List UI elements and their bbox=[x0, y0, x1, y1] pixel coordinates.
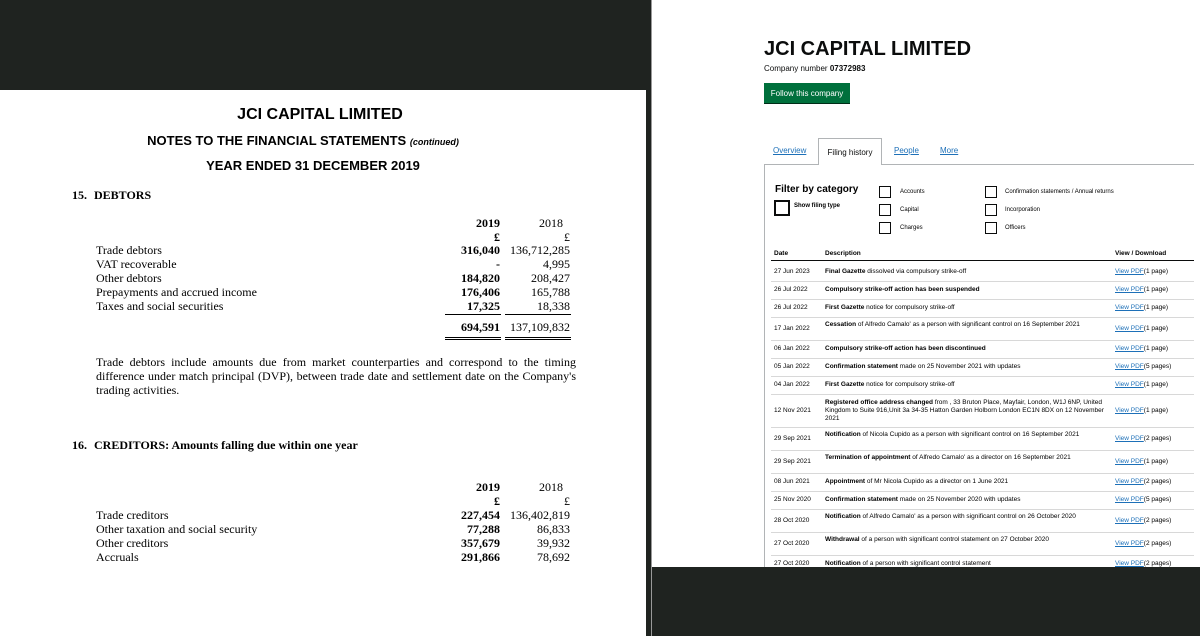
filing-date: 25 Nov 2020 bbox=[774, 496, 811, 503]
debtors-total-rule-2019 bbox=[445, 337, 501, 338]
column-description: Description bbox=[825, 250, 861, 257]
row-divider bbox=[771, 555, 1194, 556]
view-pdf-link[interactable]: View PDF bbox=[1115, 539, 1144, 547]
page-count: (2 pages) bbox=[1143, 516, 1172, 524]
filing-description bbox=[825, 478, 1113, 486]
filing-date: 29 Sep 2021 bbox=[774, 457, 811, 465]
debtors-year-2019: 2019 bbox=[476, 216, 500, 230]
filing-type: Notification bbox=[825, 560, 861, 567]
filing-type: Notification bbox=[825, 430, 861, 438]
filing-description bbox=[825, 454, 1113, 462]
debtors-number: 15. bbox=[72, 188, 87, 202]
filing-download bbox=[1115, 363, 1171, 370]
row-divider bbox=[771, 317, 1194, 318]
filing-date: 04 Jan 2022 bbox=[774, 381, 810, 388]
page-count: (1 page) bbox=[1143, 324, 1168, 332]
filing-description bbox=[825, 536, 1113, 544]
filing-type: Confirmation statement bbox=[825, 363, 898, 370]
filing-detail: of Mr Nicola Cupido as a director on 1 June 2021 bbox=[865, 478, 1009, 485]
debtors-row-label: Other debtors bbox=[96, 271, 162, 285]
follow-company-button[interactable]: Follow this company bbox=[764, 83, 850, 103]
filing-date: 29 Sep 2021 bbox=[774, 434, 811, 442]
filing-download bbox=[1115, 560, 1171, 567]
notes-title-text: NOTES TO THE FINANCIAL STATEMENTS bbox=[147, 133, 407, 148]
debtors-row-label: Prepayments and accrued income bbox=[96, 285, 257, 299]
financial-statement-page bbox=[0, 90, 646, 636]
filing-type: Compulsory strike-off action has been suspended bbox=[825, 286, 980, 293]
filing-download bbox=[1115, 517, 1171, 524]
debtors-row-2019: - bbox=[496, 257, 500, 271]
category-charges-label: Charges bbox=[900, 225, 923, 231]
page-count: (1 page) bbox=[1143, 406, 1168, 414]
view-pdf-link[interactable]: View PDF bbox=[1115, 516, 1144, 524]
view-pdf-link[interactable]: View PDF bbox=[1115, 457, 1144, 465]
debtors-heading bbox=[72, 188, 151, 203]
view-pdf-link[interactable]: View PDF bbox=[1115, 496, 1144, 503]
filing-description bbox=[825, 345, 1113, 353]
debtors-currency-2019: £ bbox=[494, 230, 500, 244]
filing-download bbox=[1115, 458, 1168, 465]
filing-detail: made on 25 November 2020 with updates bbox=[897, 496, 1021, 503]
creditors-year-2019: 2019 bbox=[476, 480, 500, 494]
debtors-note: Trade debtors include amounts due from market counterparties and correspond to the timing difference under match principal (DVP), between trade date and settlement date on the Company's trading activities. bbox=[96, 355, 576, 397]
row-divider bbox=[771, 394, 1194, 395]
debtors-total-rule2-2018 bbox=[505, 339, 571, 340]
creditors-row-2018: 39,932 bbox=[537, 536, 570, 550]
view-pdf-link[interactable]: View PDF bbox=[1115, 406, 1144, 414]
page-count: (2 pages) bbox=[1143, 434, 1172, 442]
filing-type: Appointment bbox=[825, 478, 866, 485]
page-count: (5 pages) bbox=[1143, 496, 1172, 503]
row-divider bbox=[771, 450, 1194, 451]
debtors-row-2019: 176,406 bbox=[461, 285, 500, 299]
creditors-heading-text: CREDITORS: Amounts falling due within one year bbox=[94, 438, 358, 452]
company-number-label: Company number bbox=[764, 64, 828, 73]
notes-suffix: (continued) bbox=[409, 137, 459, 147]
category-officers-label: Officers bbox=[1005, 225, 1026, 231]
filing-date: 27 Oct 2020 bbox=[774, 560, 810, 567]
category-capital-label: Capital bbox=[900, 207, 919, 213]
filing-date: 26 Jul 2022 bbox=[774, 304, 808, 311]
filing-date: 17 Jan 2022 bbox=[774, 324, 810, 332]
filing-type: First Gazette bbox=[825, 304, 865, 311]
filing-description bbox=[825, 381, 1113, 389]
view-pdf-link[interactable]: View PDF bbox=[1115, 363, 1144, 370]
year-title: YEAR ENDED 31 DECEMBER 2019 bbox=[206, 158, 420, 173]
filing-download bbox=[1115, 304, 1168, 311]
filing-description bbox=[825, 304, 1113, 312]
creditors-year-2018: 2018 bbox=[539, 480, 563, 494]
company-number bbox=[764, 64, 865, 73]
view-pdf-link[interactable]: View PDF bbox=[1115, 268, 1144, 275]
category-confirmation-checkbox[interactable] bbox=[985, 186, 997, 198]
creditors-row-label: Accruals bbox=[96, 550, 139, 564]
page-count: (2 pages) bbox=[1143, 478, 1172, 485]
debtors-heading-text: DEBTORS bbox=[94, 188, 152, 202]
filing-download bbox=[1115, 286, 1168, 293]
filing-date: 27 Oct 2020 bbox=[774, 539, 810, 547]
debtors-row-2018: 165,788 bbox=[531, 285, 570, 299]
creditors-row-2019: 227,454 bbox=[461, 508, 500, 522]
filing-type: Final Gazette bbox=[825, 268, 866, 275]
filing-description bbox=[825, 286, 1113, 294]
category-incorporation-label: Incorporation bbox=[1005, 207, 1041, 213]
filing-date: 12 Nov 2021 bbox=[774, 406, 811, 414]
debtors-row-2018: 18,338 bbox=[537, 299, 570, 313]
filing-download bbox=[1115, 496, 1171, 503]
page-count: (5 pages) bbox=[1143, 363, 1172, 370]
filing-detail: dissolved via compulsory strike-off bbox=[865, 268, 967, 275]
view-pdf-link[interactable]: View PDF bbox=[1115, 560, 1144, 567]
filing-detail: of Alfredo Camalo' as a person with significant control on 16 September 2021 bbox=[856, 320, 1080, 328]
filing-download bbox=[1115, 381, 1168, 388]
company-number-value: 07372983 bbox=[829, 64, 866, 73]
page-count: (1 page) bbox=[1143, 286, 1168, 293]
filing-type: Compulsory strike-off action has been discontinued bbox=[825, 345, 986, 352]
filing-download bbox=[1115, 345, 1168, 352]
creditors-number: 16. bbox=[72, 438, 87, 452]
page-count: (2 pages) bbox=[1143, 539, 1172, 547]
creditors-heading bbox=[72, 438, 358, 453]
filing-type: Confirmation statement bbox=[825, 496, 898, 503]
row-divider bbox=[771, 509, 1194, 510]
filing-detail: notice for compulsory strike-off bbox=[864, 304, 955, 311]
category-officers-checkbox[interactable] bbox=[985, 222, 997, 234]
creditors-row-2019: 357,679 bbox=[461, 536, 500, 550]
creditors-currency-2018: £ bbox=[564, 494, 570, 508]
filter-title: Filter by category bbox=[775, 184, 859, 195]
category-charges-checkbox[interactable] bbox=[879, 222, 891, 234]
row-divider bbox=[771, 281, 1194, 282]
filing-type: Withdrawal bbox=[825, 535, 860, 543]
filing-type: Cessation bbox=[825, 320, 857, 328]
document-company-title: JCI CAPITAL LIMITED bbox=[237, 106, 403, 123]
creditors-currency-2019: £ bbox=[494, 494, 500, 508]
filing-download bbox=[1115, 435, 1171, 442]
filing-description bbox=[825, 431, 1113, 439]
filing-type: First Gazette bbox=[825, 381, 865, 388]
filing-detail: of Alfredo Camalo' as a director on 16 September 2021 bbox=[910, 453, 1071, 461]
filing-date: 05 Jan 2022 bbox=[774, 363, 810, 370]
debtors-rule-2018 bbox=[505, 314, 571, 315]
creditors-row-2019: 291,866 bbox=[461, 550, 500, 564]
creditors-row-2019: 77,288 bbox=[467, 522, 500, 536]
row-divider bbox=[771, 376, 1194, 377]
debtors-total-rule-2018 bbox=[505, 337, 571, 338]
creditors-row-2018: 86,833 bbox=[537, 522, 570, 536]
view-pdf-link[interactable]: View PDF bbox=[1115, 478, 1144, 485]
creditors-row-2018: 78,692 bbox=[537, 550, 570, 564]
row-divider bbox=[771, 299, 1194, 300]
filing-description bbox=[825, 399, 1113, 423]
tab-filing-history[interactable]: Filing history bbox=[818, 138, 882, 165]
category-confirmation-label: Confirmation statements / Annual returns bbox=[1005, 189, 1114, 195]
debtors-total-2018: 137,109,832 bbox=[510, 320, 570, 334]
view-pdf-link[interactable]: View PDF bbox=[1115, 324, 1144, 332]
filing-download bbox=[1115, 268, 1168, 275]
filing-description bbox=[825, 321, 1113, 329]
show-filing-type-checkbox[interactable] bbox=[774, 200, 790, 216]
filing-detail: made on 25 November 2021 with updates bbox=[897, 363, 1021, 370]
filing-type: Notification bbox=[825, 512, 861, 520]
row-divider bbox=[771, 491, 1194, 492]
creditors-row-label: Other creditors bbox=[96, 536, 169, 550]
filing-detail: of Nicola Cupido as a person with significant control on 16 September 2021 bbox=[860, 430, 1080, 438]
debtors-row-2019: 316,040 bbox=[461, 243, 500, 257]
company-name: JCI CAPITAL LIMITED bbox=[764, 38, 972, 60]
page-count: (2 pages) bbox=[1143, 560, 1172, 567]
filing-download bbox=[1115, 325, 1168, 332]
debtors-year-2018: 2018 bbox=[539, 216, 563, 230]
view-pdf-link[interactable]: View PDF bbox=[1115, 286, 1144, 293]
debtors-row-label: VAT recoverable bbox=[96, 257, 177, 271]
debtors-row-2018: 4,995 bbox=[543, 257, 570, 271]
filing-date: 08 Jun 2021 bbox=[774, 478, 810, 485]
filing-date: 06 Jan 2022 bbox=[774, 345, 810, 352]
debtors-row-2018: 136,712,285 bbox=[510, 243, 570, 257]
view-pdf-link[interactable]: View PDF bbox=[1115, 434, 1144, 442]
tab-people[interactable]: People bbox=[894, 146, 919, 155]
category-capital-checkbox[interactable] bbox=[879, 204, 891, 216]
category-accounts-checkbox[interactable] bbox=[879, 186, 891, 198]
row-divider bbox=[771, 358, 1194, 359]
filing-download bbox=[1115, 407, 1168, 414]
header-divider bbox=[771, 260, 1194, 261]
right-dark-strip bbox=[651, 567, 1200, 636]
companies-house-page bbox=[651, 0, 1200, 636]
filing-date: 26 Jul 2022 bbox=[774, 286, 808, 293]
filing-detail: of Alfredo Camalo' as a person with significant control on 26 October 2020 bbox=[860, 512, 1076, 520]
category-accounts-label: Accounts bbox=[900, 189, 925, 195]
filing-type: Termination of appointment bbox=[825, 453, 911, 461]
row-divider bbox=[771, 427, 1194, 428]
row-divider bbox=[771, 473, 1194, 474]
page-count: (1 page) bbox=[1143, 457, 1168, 465]
creditors-row-label: Other taxation and social security bbox=[96, 522, 258, 536]
view-pdf-link[interactable]: View PDF bbox=[1115, 381, 1144, 388]
split-divider bbox=[651, 0, 652, 636]
column-date: Date bbox=[774, 250, 789, 257]
notes-title bbox=[0, 133, 626, 148]
column-view-download: View / Download bbox=[1115, 250, 1167, 257]
row-divider bbox=[771, 340, 1194, 341]
page-count: (1 page) bbox=[1143, 268, 1168, 275]
filing-type: Registered office address changed bbox=[825, 398, 934, 406]
show-filing-type-label: Show filing type bbox=[794, 203, 840, 209]
filing-detail: notice for compulsory strike-off bbox=[864, 381, 955, 388]
creditors-row-label: Trade creditors bbox=[96, 508, 169, 522]
filing-download bbox=[1115, 540, 1171, 547]
view-pdf-link[interactable]: View PDF bbox=[1115, 304, 1144, 311]
filing-description bbox=[825, 496, 1113, 504]
filing-date: 27 Jun 2023 bbox=[774, 268, 810, 275]
filing-description bbox=[825, 513, 1113, 521]
debtors-total-2019: 694,591 bbox=[461, 320, 500, 334]
filing-description bbox=[825, 268, 1113, 276]
tab-overview[interactable]: Overview bbox=[773, 146, 807, 155]
filing-detail: of a person with significant control statement on 27 October 2020 bbox=[859, 535, 1049, 543]
debtors-row-label: Taxes and social securities bbox=[96, 299, 224, 313]
debtors-currency-2018: £ bbox=[564, 230, 570, 244]
filing-download bbox=[1115, 478, 1171, 485]
filing-detail: from , 33 Bruton Place, Mayfair, London, W1J 6NP, United Kingdom to Suite 916,Unit 3a 34-35 Hatton Garden Holborn London EC1N 8DX on 12 November 2021 bbox=[825, 398, 1104, 422]
debtors-row-label: Trade debtors bbox=[96, 243, 162, 257]
creditors-row-2018: 136,402,819 bbox=[510, 508, 570, 522]
view-pdf-link[interactable]: View PDF bbox=[1115, 345, 1144, 352]
tab-more[interactable]: More bbox=[940, 146, 959, 155]
filing-date: 28 Oct 2020 bbox=[774, 516, 810, 524]
filing-detail: of a person with significant control statement bbox=[860, 560, 991, 567]
debtors-row-2019: 17,325 bbox=[467, 299, 500, 313]
debtors-total-rule2-2019 bbox=[445, 339, 501, 340]
category-incorporation-checkbox[interactable] bbox=[985, 204, 997, 216]
page-count: (1 page) bbox=[1143, 381, 1168, 388]
row-divider bbox=[771, 532, 1194, 533]
page-count: (1 page) bbox=[1143, 345, 1168, 352]
debtors-row-2018: 208,427 bbox=[531, 271, 570, 285]
filing-description bbox=[825, 363, 1113, 371]
page-count: (1 page) bbox=[1143, 304, 1168, 311]
debtors-rule-2019 bbox=[445, 314, 501, 315]
debtors-row-2019: 184,820 bbox=[461, 271, 500, 285]
